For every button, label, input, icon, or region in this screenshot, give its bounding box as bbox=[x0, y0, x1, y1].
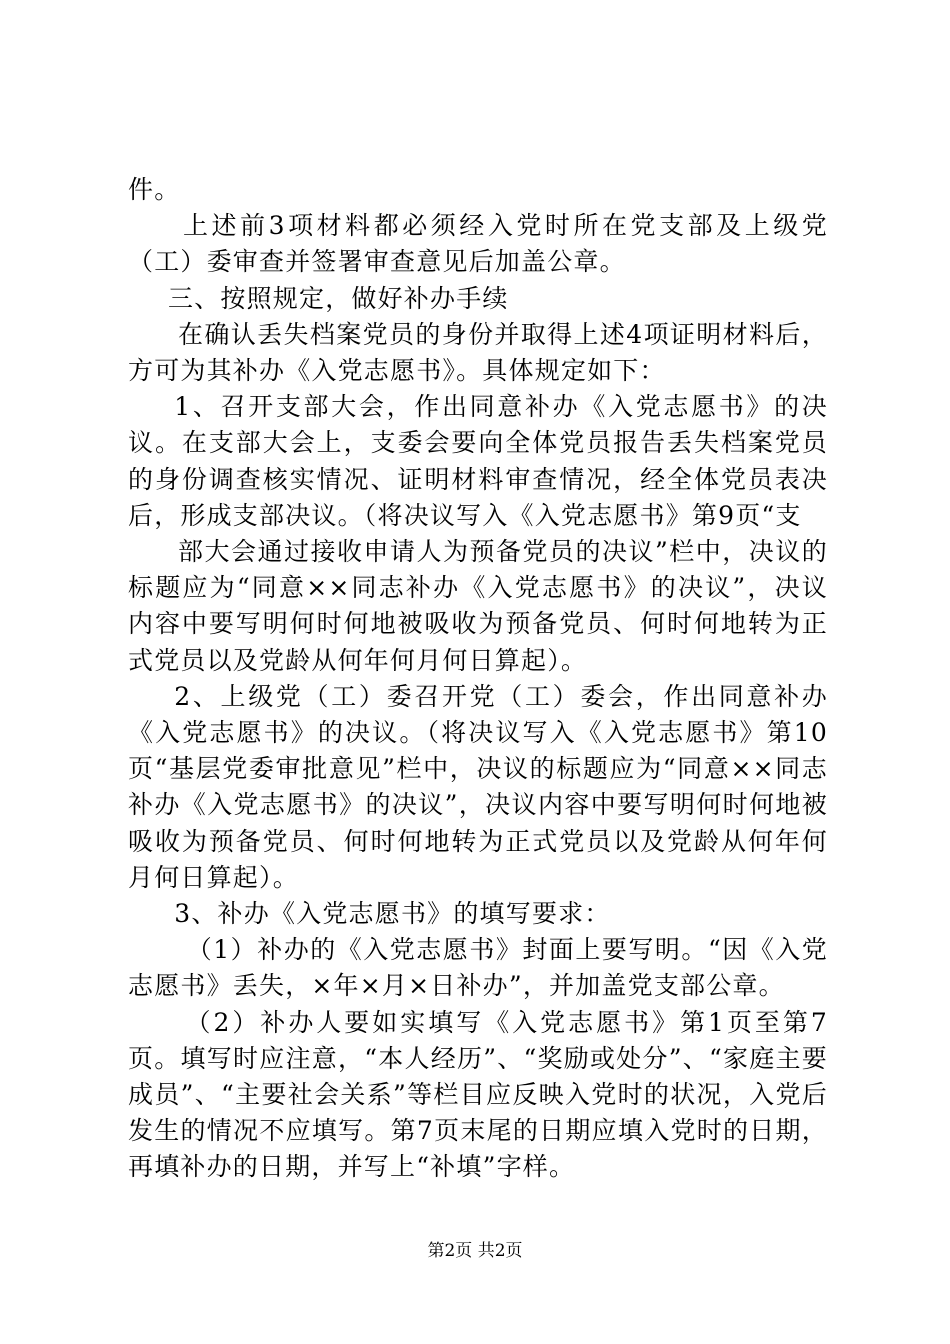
document-body bbox=[128, 172, 828, 1186]
paragraph-materials-review: 上述前3项材料都必须经入党时所在党支部及上级党（工）委审查并签署审查意见后加盖公章。 bbox=[128, 211, 828, 277]
page-footer bbox=[0, 1240, 950, 1262]
paragraph-item-1-cont: 部大会通过接收申请人为预备党员的决议”栏中，决议的标题应为“同意××同志补办《入党志愿书》的决议”，决议内容中要写明何时何地被吸收为预备党员、何时何地转为正式党员以及党龄从何年何月何日算起）。 bbox=[128, 537, 828, 675]
paragraph-confirm-identity: 在确认丢失档案党员的身份并取得上述4项证明材料后，方可为其补办《入党志愿书》。具体规定如下： bbox=[128, 319, 828, 386]
paragraph-item-1: 1、召开支部大会，作出同意补办《入党志愿书》的决议。在支部大会上，支委会要向全体党员报告丢失档案党员的身份调查核实情况、证明材料审查情况，经全体党员表决后，形成支部决议。（将决议写入《入党志愿书》第9页“支 bbox=[128, 392, 828, 530]
paragraph-item-3-1: （1）补办的《入党志愿书》封面上要写明。“因《入党志愿书》丢失，×年×月×日补办”，并加盖党支部公章。 bbox=[128, 935, 828, 1001]
paragraph-item-3-2: （2）补办人要如实填写《入党志愿书》第1页至第7页。填写时应注意，“本人经历”、“奖励或处分”、“家庭主要成员”、“主要社会关系”等栏目应反映入党时的状况，入党后发生的情况不应填写。第7页末尾的日期应填入党时的日期，再填补办的日期，并写上“补填”字样。 bbox=[128, 1007, 828, 1182]
paragraph-item-2: 2、上级党（工）委召开党（工）委会，作出同意补办《入党志愿书》的决议。（将决议写入《入党志愿书》第10页“基层党委审批意见”栏中，决议的标题应为“同意××同志补办《入党志愿书》的决议”，决议内容中要写明何时何地被吸收为预备党员、何时何地转为正式党员以及党龄从何年何月何日算起）。 bbox=[128, 681, 828, 892]
page-number-label: 第2页 共2页 bbox=[427, 1241, 523, 1261]
section-heading-3: 三、按照规定，做好补办手续 bbox=[168, 283, 509, 313]
paragraph-continuation: 件。 bbox=[128, 175, 181, 204]
paragraph-item-3: 3、补办《入党志愿书》的填写要求： bbox=[174, 899, 611, 929]
